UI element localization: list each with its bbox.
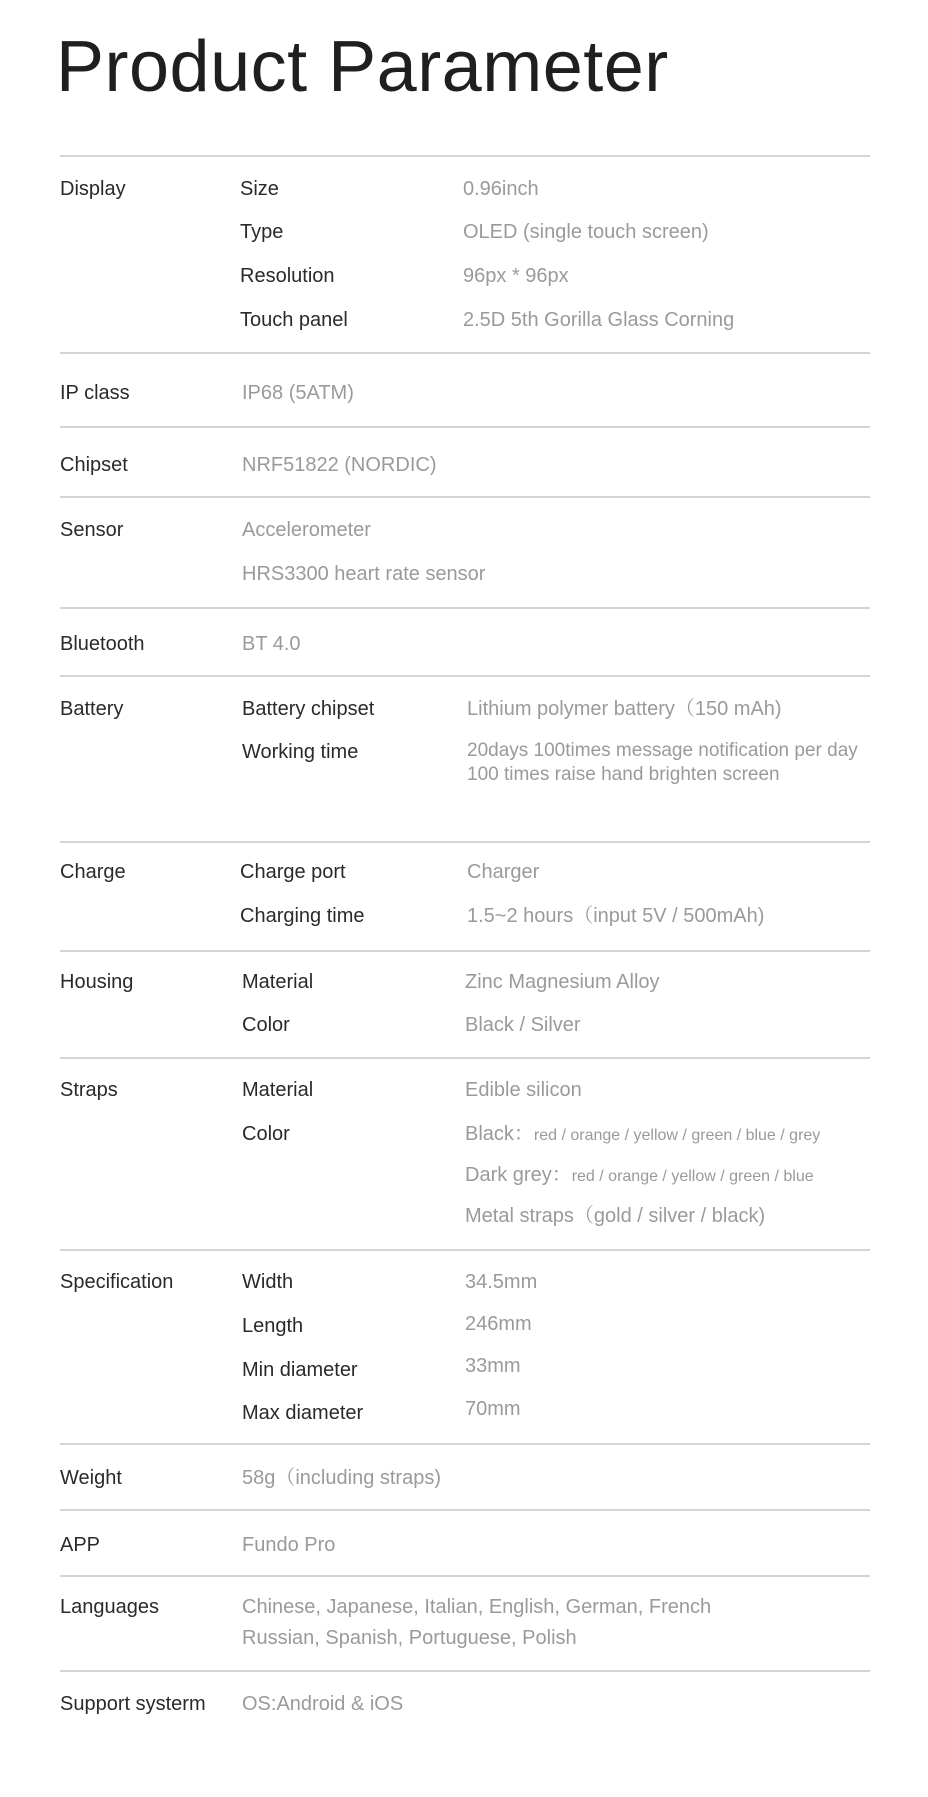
divider [60, 675, 870, 677]
divider [60, 1249, 870, 1251]
divider [60, 1670, 870, 1672]
sensor-value-1: Accelerometer [242, 519, 371, 541]
straps-color-key: Color [242, 1123, 290, 1145]
display-resolution-key: Resolution [240, 265, 335, 287]
spec-min-diameter-value: 33mm [465, 1355, 521, 1377]
straps-material-value: Edible silicon [465, 1079, 582, 1101]
display-type-value: OLED (single touch screen) [463, 221, 709, 243]
spec-width-value: 34.5mm [465, 1271, 538, 1293]
category-bluetooth: Bluetooth [60, 633, 145, 655]
housing-color-value: Black / Silver [465, 1014, 581, 1036]
charge-port-key: Charge port [240, 861, 346, 883]
category-ip-class: IP class [60, 382, 130, 404]
divider [60, 155, 870, 157]
category-app: APP [60, 1534, 101, 1556]
spec-width-key: Width [242, 1271, 294, 1293]
battery-chipset-value: Lithium polymer battery（150 mAh) [467, 698, 782, 720]
category-straps: Straps [60, 1079, 118, 1101]
straps-black-line [465, 1122, 820, 1146]
spec-max-diameter-key: Max diameter [242, 1402, 364, 1424]
display-touch-value: 2.5D 5th Gorilla Glass Corning [463, 309, 735, 331]
divider [60, 1057, 870, 1059]
divider [60, 426, 870, 428]
category-specification: Specification [60, 1271, 174, 1293]
working-time-value-1: 20days 100times message notification per day [467, 740, 858, 761]
category-chipset: Chipset [60, 454, 128, 476]
display-resolution-value: 96px * 96px [463, 265, 569, 287]
spec-length-value: 246mm [465, 1313, 532, 1335]
straps-dark-grey-colors: red / orange / yellow / green / blue [571, 1168, 814, 1185]
category-housing: Housing [60, 971, 134, 993]
divider [60, 1443, 870, 1445]
divider [60, 841, 870, 843]
page-title: Product Parameter [56, 27, 669, 107]
chipset-value: NRF51822 (NORDIC) [242, 454, 437, 476]
straps-black-colors: red / orange / yellow / green / blue / grey [533, 1127, 821, 1144]
housing-material-key: Material [242, 971, 314, 993]
charging-time-value: 1.5~2 hours（input 5V / 500mAh) [467, 905, 765, 927]
divider [60, 352, 870, 354]
divider [60, 950, 870, 952]
category-sensor: Sensor [60, 519, 124, 541]
straps-dark-grey-prefix: Dark grey： [465, 1164, 572, 1186]
category-display: Display [60, 178, 126, 200]
category-battery: Battery [60, 698, 124, 720]
divider [60, 1575, 870, 1577]
divider [60, 1509, 870, 1511]
app-value: Fundo Pro [242, 1534, 336, 1556]
straps-material-key: Material [242, 1079, 314, 1101]
display-size-key: Size [240, 178, 279, 200]
sensor-value-2: HRS3300 heart rate sensor [242, 563, 486, 585]
divider [60, 496, 870, 498]
category-weight: Weight [60, 1467, 122, 1489]
battery-chipset-key: Battery chipset [242, 698, 375, 720]
languages-line-2: Russian, Spanish, Portuguese, Polish [242, 1627, 577, 1649]
support-system-value: OS:Android & iOS [242, 1693, 404, 1715]
display-type-key: Type [240, 221, 284, 243]
charge-port-value: Charger [467, 861, 540, 883]
divider [60, 607, 870, 609]
housing-material-value: Zinc Magnesium Alloy [465, 971, 660, 993]
housing-color-key: Color [242, 1014, 290, 1036]
bluetooth-value: BT 4.0 [242, 633, 301, 655]
charging-time-key: Charging time [240, 905, 365, 927]
display-size-value: 0.96inch [463, 178, 539, 200]
working-time-value-2: 100 times raise hand brighten screen [467, 764, 780, 785]
straps-black-prefix: Black： [465, 1123, 534, 1145]
display-touch-key: Touch panel [240, 309, 348, 331]
category-languages: Languages [60, 1596, 159, 1618]
weight-value: 58g（including straps) [242, 1467, 441, 1489]
spec-min-diameter-key: Min diameter [242, 1359, 358, 1381]
languages-line-1: Chinese, Japanese, Italian, English, German, French [242, 1596, 712, 1618]
spec-length-key: Length [242, 1315, 304, 1337]
category-charge: Charge [60, 861, 126, 883]
ip-class-value: IP68 (5ATM) [242, 382, 354, 404]
straps-dark-grey-line [465, 1163, 814, 1187]
working-time-key: Working time [242, 741, 359, 763]
category-support-system: Support systerm [60, 1693, 206, 1715]
spec-max-diameter-value: 70mm [465, 1398, 521, 1420]
straps-metal-line: Metal straps（gold / silver / black) [465, 1205, 766, 1227]
